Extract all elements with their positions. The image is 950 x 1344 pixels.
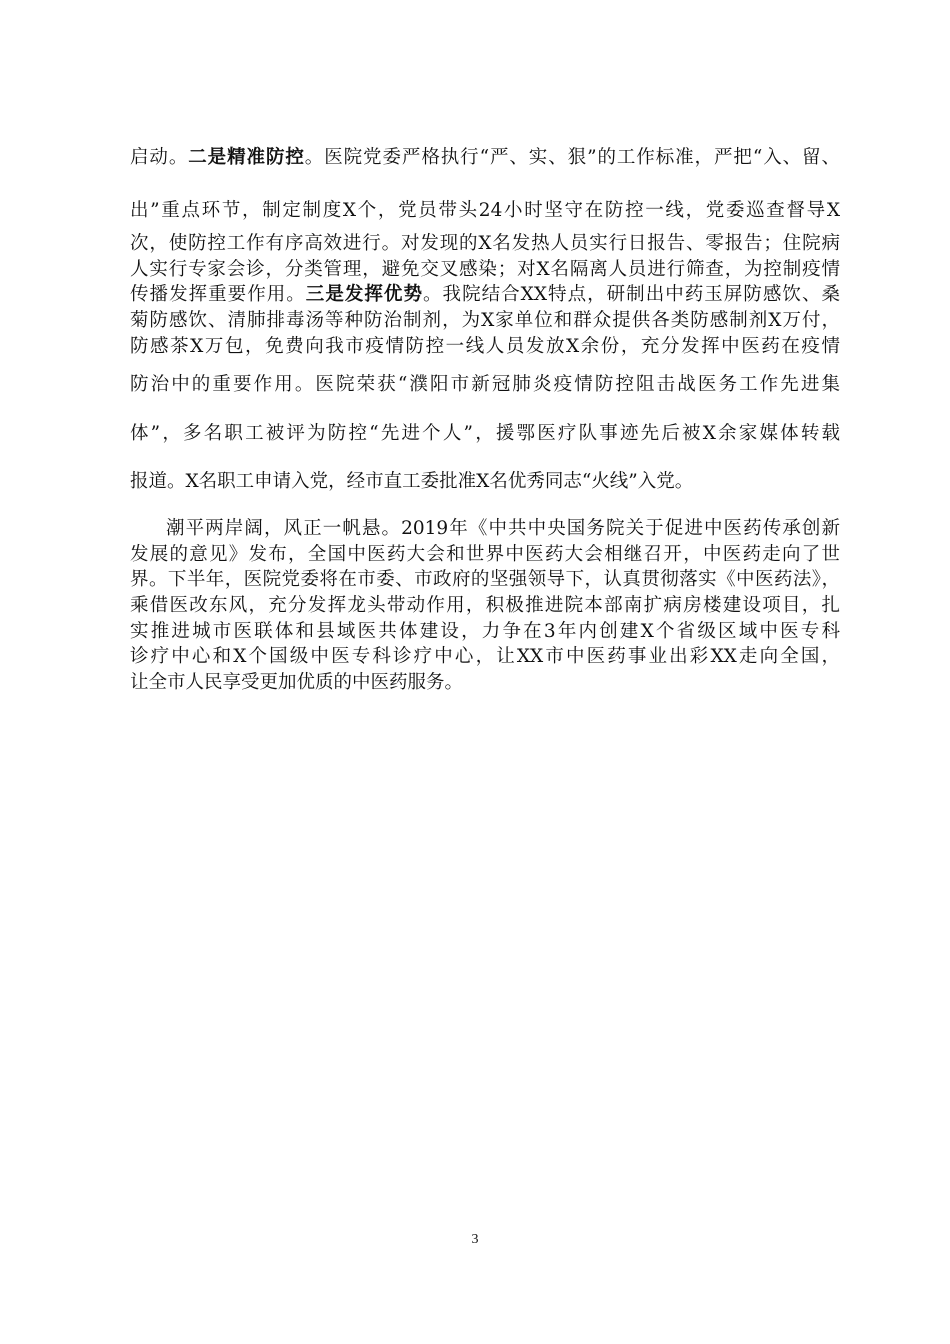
text-segment: 启动。 <box>130 147 189 168</box>
text-line: 次，使防控工作有序高效进行。对发现的X名发热人员实行日报告、零报告；住院病 <box>130 233 840 254</box>
text-line <box>130 283 840 307</box>
text-line: 诊疗中心和X个国级中医专科诊疗中心，让XX市中医药事业出彩XX走向全国， <box>130 646 840 667</box>
bold-heading: 二是精准防控 <box>188 147 305 168</box>
text-line <box>130 146 840 170</box>
text-line: 让全市人民享受更加优质的中医药服务。 <box>130 672 464 693</box>
page-number: 3 <box>471 1232 479 1247</box>
text-line: 防感茶X万包，免费向我市疫情防控一线人员发放X余份，充分发挥中医药在疫情 <box>130 336 840 357</box>
text-line: 人实行专家会诊，分类管理，避免交叉感染；对X名隔离人员进行筛查，为控制疫情 <box>130 259 840 280</box>
text-line: 出”重点环节，制定制度X个，党员带头24小时坚守在防控一线，党委巡查督导X <box>130 200 840 221</box>
text-line: 乘借医改东风，充分发挥龙头带动作用，积极推进院本部南扩病房楼建设项目，扎 <box>130 595 840 616</box>
text-line: 防治中的重要作用。医院荣获“濮阳市新冠肺炎疫情防控阻击战医务工作先进集 <box>130 374 840 395</box>
bold-heading: 三是发挥优势 <box>305 284 423 305</box>
text-line: 报道。X名职工申请入党，经市直工委批准X名优秀同志“火线”入党。 <box>130 471 694 492</box>
text-line: 体”，多名职工被评为防控“先进个人”，援鄂医疗队事迹先后被X余家媒体转载 <box>130 423 840 444</box>
text-line: 实推进城市医联体和县域医共体建设，力争在3年内创建X个省级区域中医专科 <box>130 621 840 642</box>
text-segment: 。医院党委严格执行“严、实、狠”的工作标准，严把“入、留、 <box>304 147 840 168</box>
text-line: 潮平两岸阔，风正一帆悬。2019年《中共中央国务院关于促进中医药传承创新 <box>166 518 840 539</box>
text-segment: 传播发挥重要作用。 <box>130 284 306 305</box>
text-line: 发展的意见》发布，全国中医药大会和世界中医药大会相继召开，中医药走向了世 <box>130 544 840 565</box>
text-line: 菊防感饮、清肺排毒汤等种防治制剂，为X家单位和群众提供各类防感制剂X万付， <box>130 310 840 331</box>
text-segment: 。我院结合XX特点，研制出中药玉屏防感饮、桑 <box>423 284 840 305</box>
text-line: 界。下半年，医院党委将在市委、市政府的坚强领导下，认真贯彻落实《中医药法》， <box>130 569 840 590</box>
